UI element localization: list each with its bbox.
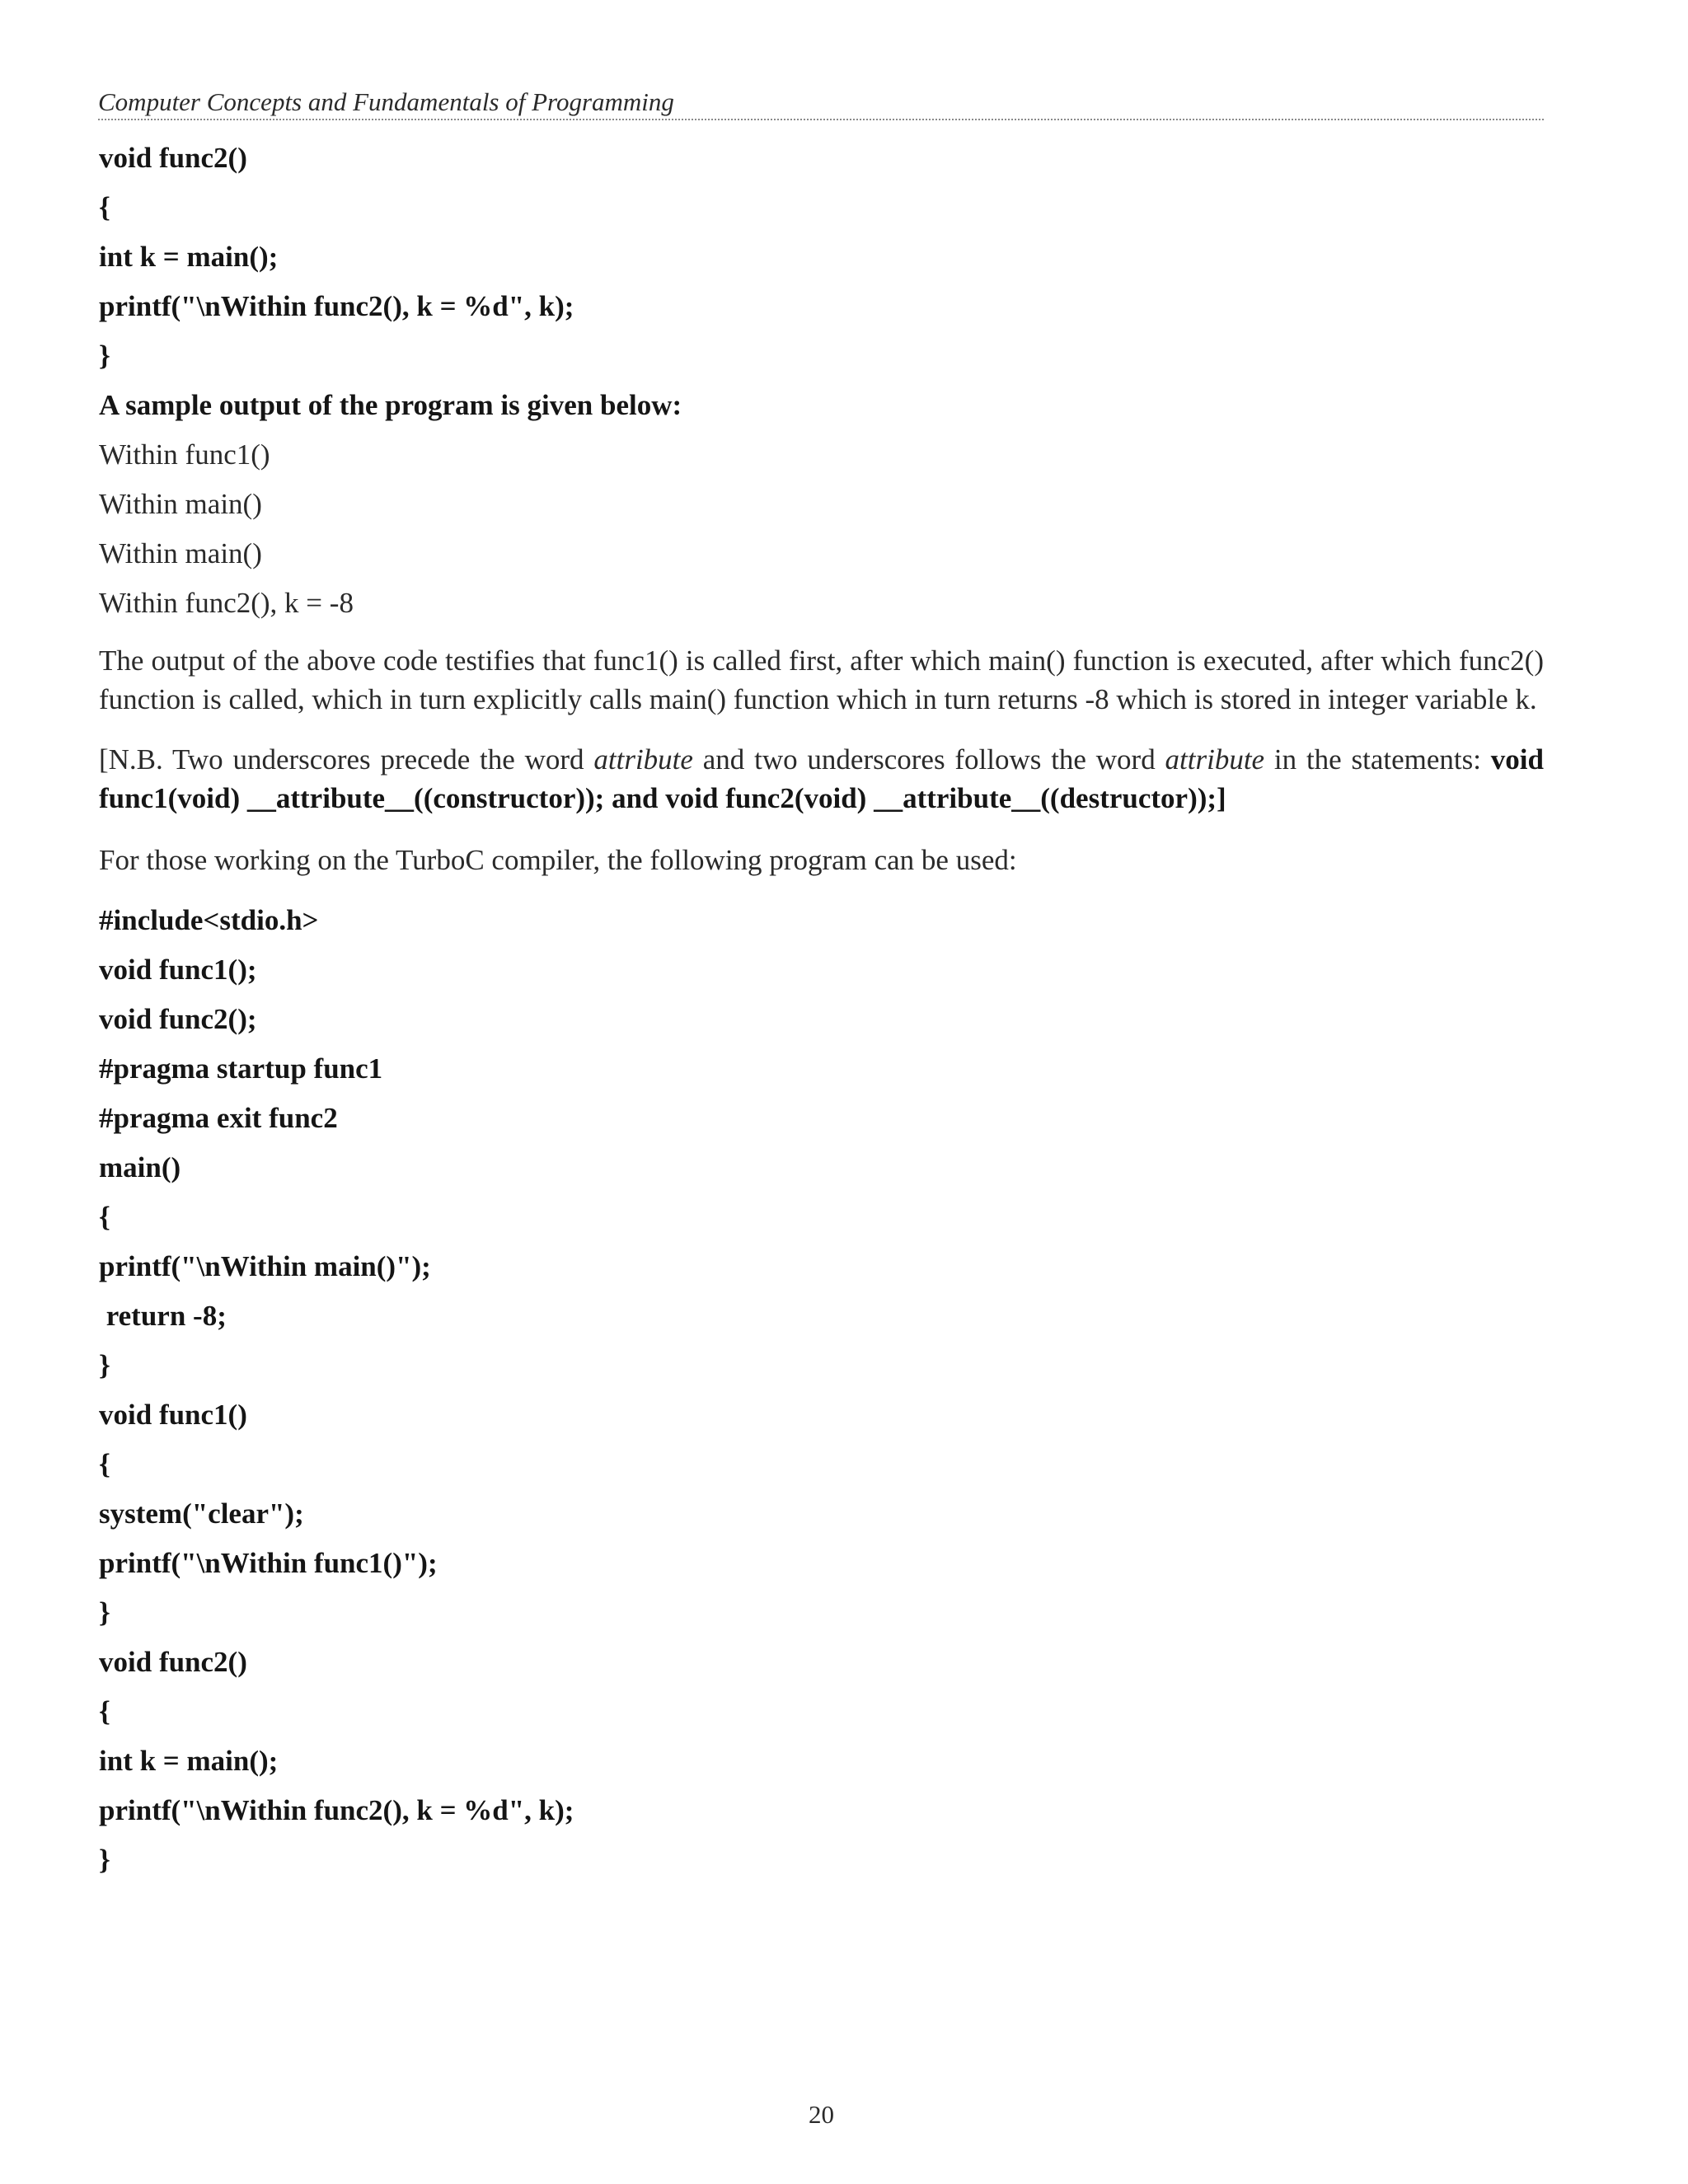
- code-line: printf("\nWithin func2(), k = %d", k);: [99, 290, 574, 322]
- note-text: [N.B. Two underscores precede the word: [99, 743, 594, 776]
- code-line: system("clear");: [99, 1497, 304, 1530]
- code-line: }: [99, 340, 110, 372]
- note-term: attribute: [593, 743, 693, 776]
- code-line: int k = main();: [99, 241, 279, 273]
- code-line: return -8;: [99, 1300, 227, 1332]
- output-line: Within main(): [99, 537, 262, 569]
- code-line: void func2(): [99, 1646, 247, 1678]
- sample-output-heading: A sample output of the program is given below:: [99, 389, 682, 421]
- code-line: #include<stdio.h>: [99, 904, 319, 936]
- code-line: printf("\nWithin main()");: [99, 1250, 431, 1282]
- code-line: {: [99, 191, 110, 223]
- note-paragraph: [99, 740, 1544, 818]
- code-line: printf("\nWithin func1()");: [99, 1547, 438, 1579]
- code-line: int k = main();: [99, 1745, 279, 1777]
- running-header: [98, 81, 1544, 120]
- code-line: {: [99, 1695, 110, 1727]
- code-line: #pragma exit func2: [99, 1102, 338, 1134]
- output-line: Within main(): [99, 488, 262, 520]
- code-line: }: [99, 1596, 110, 1629]
- output-line: Within func1(): [99, 438, 270, 471]
- code-line: void func2();: [99, 1003, 257, 1035]
- note-statements: void func1(void) __attribute__((constructor)); and void func2(void) __attribute__((destructor));]: [99, 743, 1544, 814]
- code-line: }: [99, 1349, 110, 1381]
- code-line: printf("\nWithin func2(), k = %d", k);: [99, 1794, 574, 1826]
- turboc-intro: For those working on the TurboC compiler, the following program can be used:: [99, 844, 1017, 876]
- code-line: void func1(): [99, 1399, 247, 1431]
- code-line: void func1();: [99, 954, 257, 986]
- page-number: 20: [809, 2100, 834, 2129]
- note-text: in the statements:: [1264, 743, 1491, 776]
- code-line: {: [99, 1201, 110, 1233]
- code-line: main(): [99, 1151, 181, 1183]
- output-line: Within func2(), k = -8: [99, 587, 354, 619]
- code-line: void func2(): [99, 142, 247, 174]
- note-term: attribute: [1165, 743, 1265, 776]
- note-text: and two underscores follows the word: [692, 743, 1165, 776]
- explanation-paragraph: The output of the above code testifies that func1() is called first, after which main() function is executed, after which func2() function is called, which in turn explicitly calls main() function which in turn returns -8 which is stored in integer variable k.: [99, 644, 1544, 715]
- running-title: Computer Concepts and Fundamentals of Programming: [98, 87, 674, 116]
- code-line: #pragma startup func1: [99, 1052, 383, 1085]
- code-line: }: [99, 1844, 110, 1876]
- code-line: {: [99, 1448, 110, 1480]
